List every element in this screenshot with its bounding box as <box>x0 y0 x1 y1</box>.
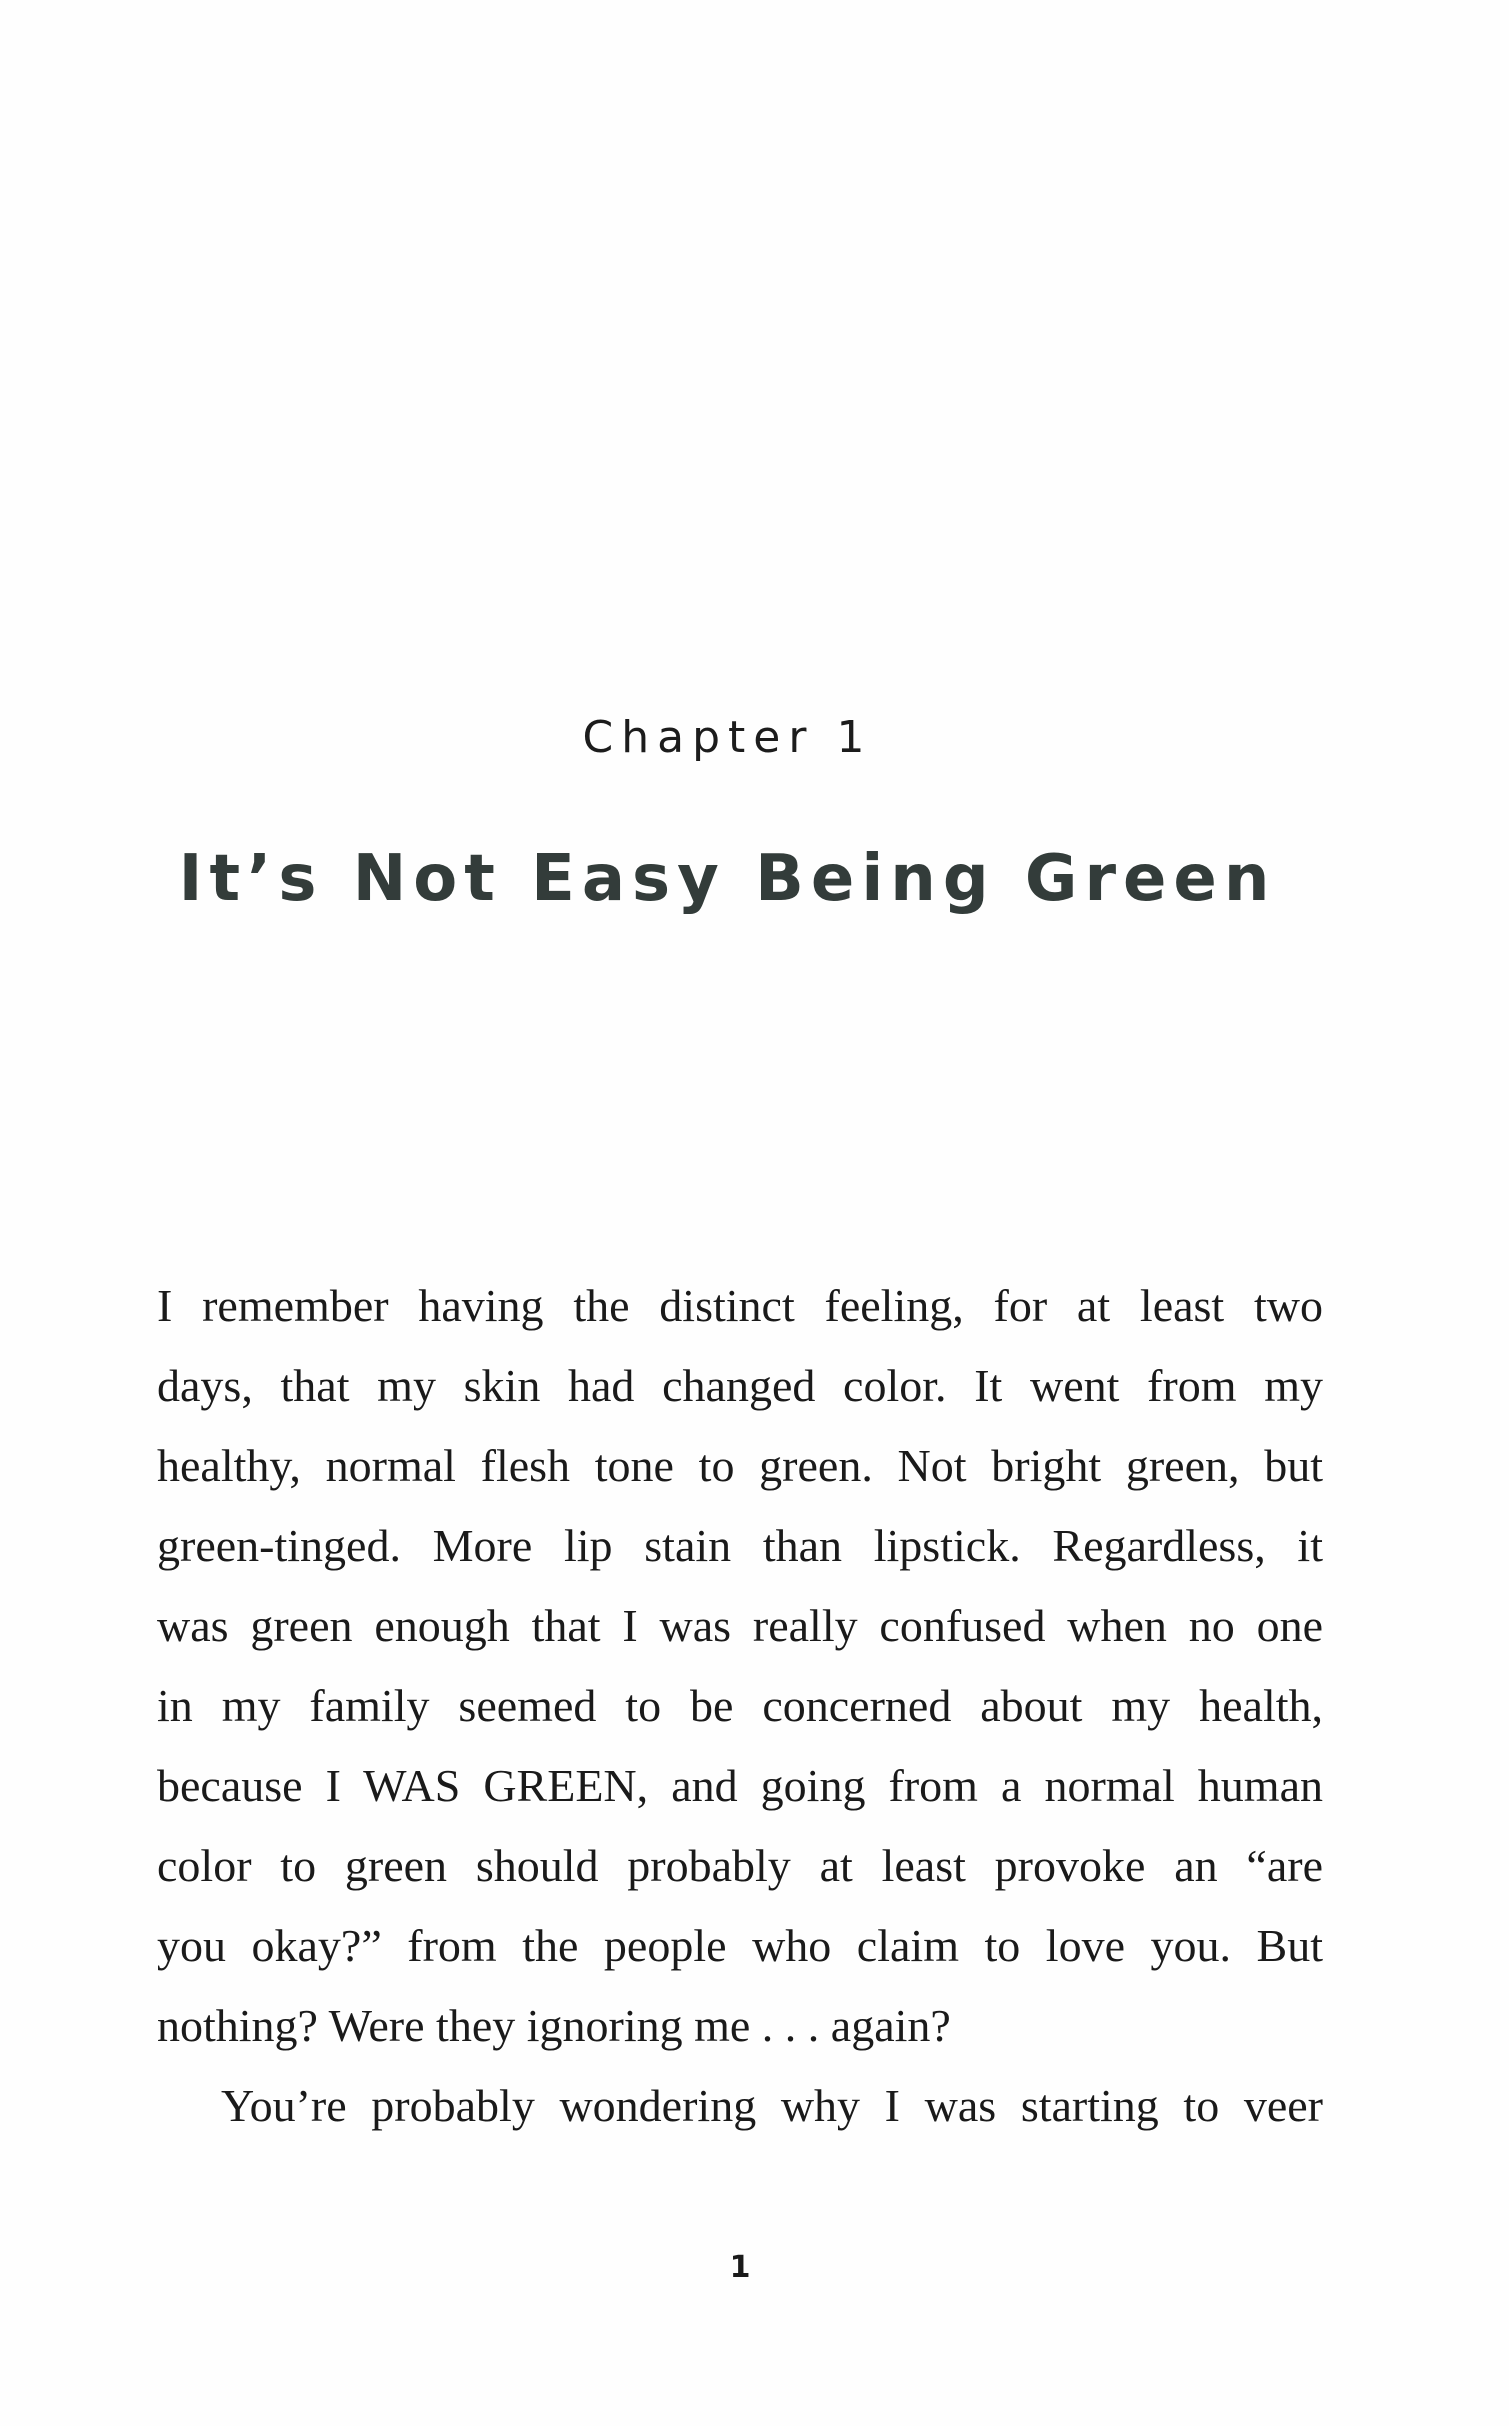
text-line: green-tinged. More lip stain than lipstick. Regardless, it <box>157 1520 1323 1571</box>
page-number: 1 <box>729 2250 751 2285</box>
text-line: because I WAS GREEN, and going from a normal human <box>157 1760 1323 1811</box>
body-text <box>157 1266 1323 2146</box>
text-line: you okay?” from the people who claim to love you. But <box>157 1920 1323 1971</box>
chapter-label: Chapter 1 <box>582 712 873 763</box>
chapter-title: It’s Not Easy Being Green <box>178 842 1277 916</box>
text-line: in my family seemed to be concerned about my health, <box>157 1680 1323 1731</box>
text-line: color to green should probably at least provoke an “are <box>157 1840 1323 1891</box>
text-line: You’re probably wondering why I was starting to veer <box>221 2080 1323 2131</box>
text-line: nothing? Were they ignoring me . . . again? <box>157 2000 951 2051</box>
text-line: I remember having the distinct feeling, for at least two <box>157 1280 1323 1331</box>
text-line: was green enough that I was really confused when no one <box>157 1600 1323 1651</box>
text-line: healthy, normal flesh tone to green. Not bright green, but <box>157 1440 1323 1491</box>
text-line: days, that my skin had changed color. It went from my <box>157 1360 1323 1411</box>
